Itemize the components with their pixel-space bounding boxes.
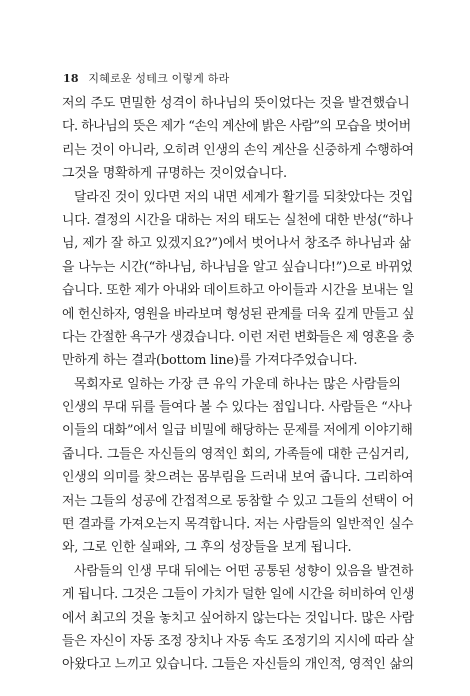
text-line: 줍니다. 그들은 자신들의 영적인 회의, 가족들에 대한 근심거리, — [62, 446, 410, 462]
text-line: 다는 간절한 욕구가 생겼습니다. 이런 저런 변화들은 제 영혼을 충 — [62, 329, 414, 345]
text-line: 만하게 하는 결과(bottom line)를 가져다주었습니다. — [62, 353, 358, 369]
text-line: 리는 것이 아니라, 오히려 인생의 손익 계산을 신중하게 수행하여 — [62, 142, 414, 158]
text-line: 게 됩니다. 그것은 그들이 가치가 덜한 일에 시간을 허비하여 인생 — [62, 587, 414, 603]
text-line: 을 나누는 시간(“하나님, 하나님을 알고 싶습니다!”)으로 바뀌었 — [62, 259, 413, 275]
text-line: 목회자로 일하는 가장 큰 유익 가운데 하나는 많은 사람들의 — [74, 376, 401, 392]
running-title: 지혜로운 성테크 이렇게 하라 — [88, 72, 230, 85]
text-line: 그것을 명확하게 규명하는 것이었습니다. — [62, 166, 287, 182]
text-line: 달라진 것이 있다면 저의 내면 세계가 활기를 되찾았다는 것입 — [74, 189, 414, 205]
text-line: 다. 하나님의 뜻은 제가 “손익 계산에 밝은 사람”의 모습을 벗어버 — [62, 119, 411, 135]
text-line: 에 헌신하자, 영원을 바라보며 형성된 관계를 더욱 깊게 만들고 싶 — [62, 306, 414, 322]
text-line: 습니다. 또한 제가 아내와 데이트하고 아이들과 시간을 보내는 일 — [62, 283, 414, 299]
text-line: 이들의 대화”에서 일급 비밀에 해당하는 문제를 저에게 이야기해 — [62, 423, 413, 439]
body-text — [62, 92, 414, 677]
text-line: 인생의 무대 뒤를 들여다 볼 수 있다는 점입니다. 사람들은 “사나 — [62, 400, 412, 416]
text-line: 들은 자신이 자동 조정 장치나 자동 속도 조정기의 지시에 따라 살 — [62, 633, 414, 649]
text-line: 인생의 의미를 찾으려는 몸부림을 드러내 보여 줍니다. 그리하여 — [62, 470, 414, 486]
text-line: 저의 주도 면밀한 성격이 하나님의 뜻이었다는 것을 발견했습니 — [62, 96, 410, 111]
running-head — [63, 70, 229, 86]
text-line: 에서 최고의 것을 놓치고 싶어하지 않는다는 것입니다. 많은 사람 — [62, 610, 414, 626]
text-line: 니다. 결정의 시간을 대하는 저의 태도는 실천에 대한 반성(“하나 — [62, 212, 413, 228]
text-line: 사람들의 인생 무대 뒤에는 어떤 공통된 성향이 있음을 발견하 — [74, 563, 414, 579]
page-number: 18 — [63, 72, 79, 85]
text-line: 와, 그로 인한 실패와, 그 후의 성장들을 보게 됩니다. — [62, 540, 352, 556]
text-line: 저는 그들의 성공에 간접적으로 동참할 수 있고 그들의 선택이 어 — [62, 493, 414, 509]
text-line: 님, 제가 잘 하고 있겠지요?”)에서 벗어나서 창조주 하나님과 삶 — [62, 236, 411, 252]
text-line: 아왔다고 느끼고 있습니다. 그들은 자신들의 개인적, 영적인 삶의 — [62, 657, 414, 673]
text-line: 떤 결과를 가져오는지 목격합니다. 저는 사람들의 일반적인 실수 — [62, 517, 414, 533]
